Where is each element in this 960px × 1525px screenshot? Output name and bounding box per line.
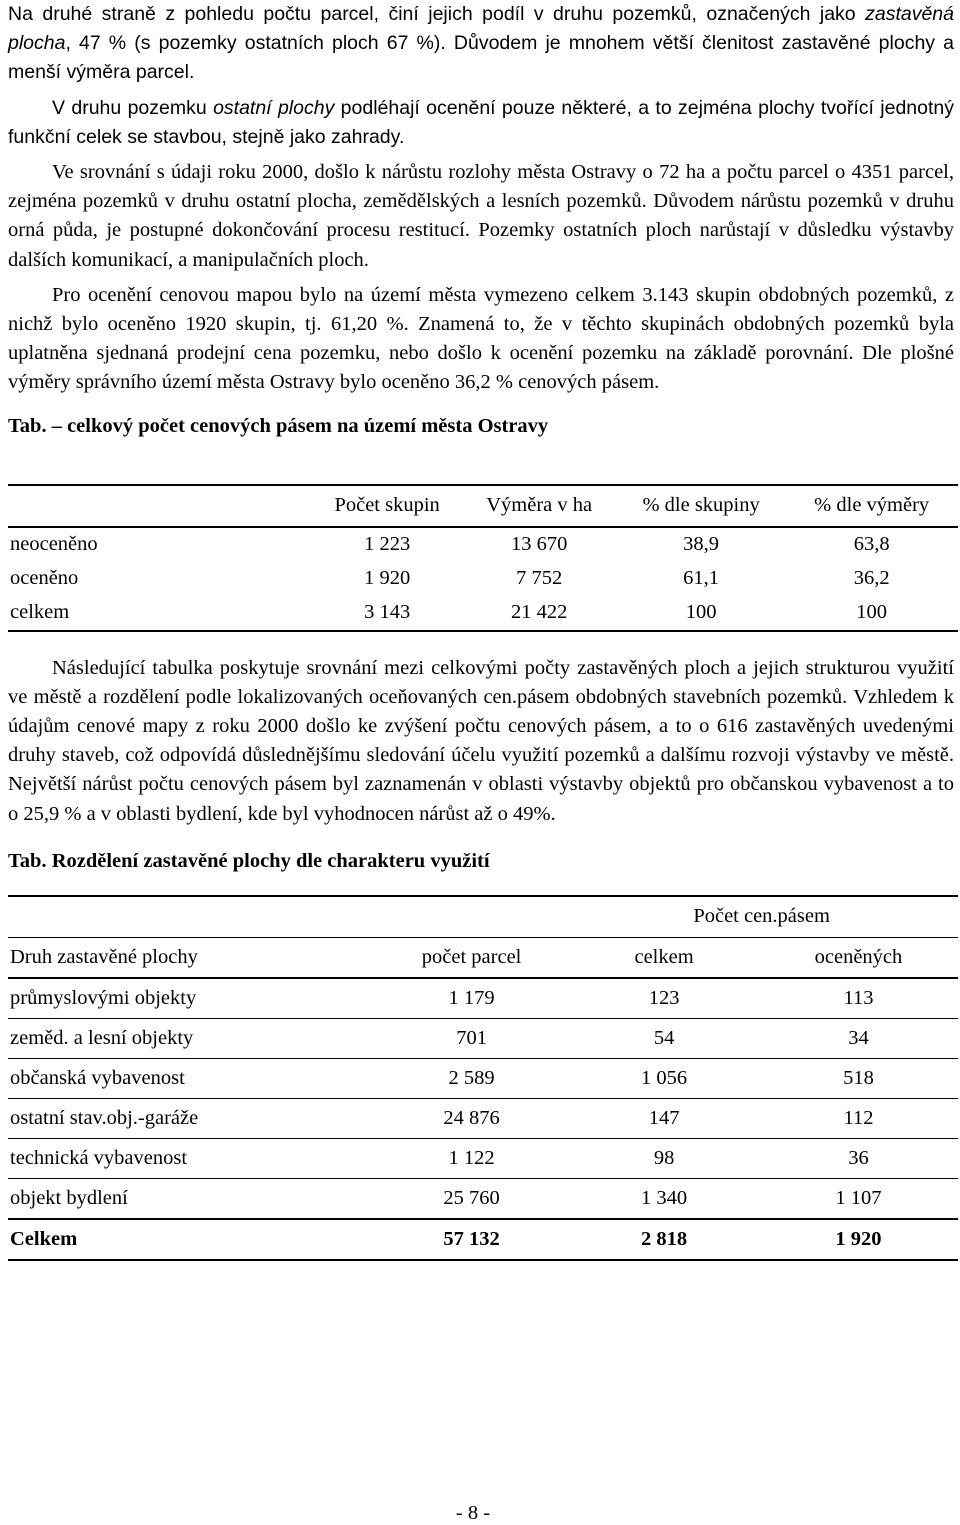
table2-total-cell: 2 818 bbox=[569, 1219, 763, 1260]
table-row bbox=[8, 1058, 958, 1098]
table1-header-cell bbox=[8, 485, 313, 527]
table1-header-row bbox=[8, 485, 958, 527]
table-row bbox=[8, 527, 958, 562]
table1-cell: 63,8 bbox=[853, 533, 890, 556]
table2-cell: 1 340 bbox=[641, 1186, 688, 1209]
table2-cell: 112 bbox=[763, 1098, 958, 1138]
table1-cell: 38,9 bbox=[683, 533, 720, 556]
table1-header-cell: Počet skupin bbox=[313, 485, 466, 527]
table2-cell: občanská vybavenost bbox=[8, 1058, 378, 1098]
table-row bbox=[8, 1138, 958, 1178]
table1-header-cell: % dle výměry bbox=[789, 485, 958, 527]
table2-header-row bbox=[8, 937, 958, 978]
table-row bbox=[8, 562, 958, 596]
table1-cell: 100 bbox=[617, 596, 790, 631]
table2-total-cell: 1 920 bbox=[763, 1219, 958, 1260]
table2-cell: zeměd. a lesní objekty bbox=[8, 1018, 378, 1058]
table2-header-cell: oceněných bbox=[763, 937, 958, 978]
paragraph-4: Pro ocenění cenovou mapou bylo na území města vymezeno celkem 3.143 skupin obdobných pozemků, z nichž bylo oceněno 1920 skupin, tj. 61,20 %. Znamená to, že v těchto skupinách obdobných pozemků byla uplatněna sjednaná prodejní cena pozemku, nebo došlo k ocenění pozemku na základě porovnání. Dle plošné výměry správního území města Ostravy bylo oceněno 36,2 % cenových pásem. bbox=[8, 283, 954, 394]
table2-cell: 1 122 bbox=[378, 1138, 569, 1178]
document-page bbox=[8, 0, 954, 1261]
table2-total-cell: 57 132 bbox=[378, 1219, 569, 1260]
table-row bbox=[8, 1018, 958, 1058]
table2-cell: technická vybavenost bbox=[8, 1138, 378, 1178]
table2-total-cell: Celkem bbox=[8, 1219, 378, 1260]
table2-header-cell: celkem bbox=[569, 937, 763, 978]
table2-cell: 2 589 bbox=[378, 1058, 569, 1098]
emphasis-ostatni-plochy: ostatní plochy bbox=[213, 96, 335, 119]
table1-cell: celkem bbox=[8, 596, 313, 631]
paragraph-3: Ve srovnání s údaji roku 2000, došlo k nárůstu rozlohy města Ostravy o 72 ha a počtu parcel o 4351 parcel, zejména pozemků v druhu ostatní plocha, zemědělských a lesních pozemků. Důvodem nárůstu pozemků v druhu orná půda, je postupné dokončování procesu restitucí. Pozemky ostatních ploch narůstají v důsledku výstavby dalších komunikací, a manipulačních ploch. bbox=[8, 161, 954, 271]
table2-cell: 25 760 bbox=[443, 1186, 500, 1209]
table1-cell: 3 143 bbox=[313, 596, 466, 631]
table1-cell: 1 223 bbox=[364, 533, 411, 556]
table1-cell: 36,2 bbox=[853, 567, 890, 590]
table1-cell: 61,1 bbox=[683, 567, 720, 590]
table-row bbox=[8, 1178, 958, 1219]
table2-cell: 98 bbox=[569, 1138, 763, 1178]
table2-cell: 113 bbox=[763, 978, 958, 1019]
table-cenova-pasma bbox=[8, 484, 958, 632]
table2-header-cell: Druh zastavěné plochy bbox=[8, 937, 378, 978]
table2-cell: 1 179 bbox=[378, 978, 569, 1019]
table2-cell: 54 bbox=[569, 1018, 763, 1058]
table2-caption: Tab. Rozdělení zastavěné plochy dle charakteru využití bbox=[8, 849, 490, 872]
table1-cell: 13 670 bbox=[511, 533, 568, 556]
emphasis-zastavena-plocha: zastavěná plocha bbox=[8, 3, 954, 55]
table2-group-header: Počet cen.pásem bbox=[569, 896, 958, 938]
table2-total-row bbox=[8, 1219, 958, 1260]
table2-cell: 24 876 bbox=[378, 1098, 569, 1138]
table2-group-header-row bbox=[8, 896, 958, 938]
table-row bbox=[8, 978, 958, 1019]
table1-cell: 100 bbox=[789, 596, 958, 631]
table1-cell: neoceněno bbox=[10, 533, 98, 556]
table1-cell: 7 752 bbox=[516, 567, 563, 590]
table1-cell: 1 920 bbox=[364, 567, 411, 590]
table1-header-cell: % dle skupiny bbox=[617, 485, 790, 527]
paragraph-2: V druhu pozemku ostatní plochy podléhají ocenění pouze některé, a to zejména plochy tvořící jednotný funkční celek se stavbou, stejně jako zahrady. bbox=[8, 96, 954, 148]
paragraph-5: Následující tabulka poskytuje srovnání mezi celkovými počty zastavěných ploch a jejich strukturou využití ve městě a rozdělení podle lokalizovaných oceňovaných cen.pásem obdobných stavebních pozemků. Vzhledem k údajům cenové mapy z roku 2000 došlo ke zvýšení počtu cenových pásem, a to o 616 zastavěných uvedenými druhy staveb, což odpovídá důslednějšímu sledování účelu využití pozemků a dalšímu rozvoji výstavby ve městě. Největší nárůst počtu cenových pásem byl zaznamenán v oblasti výstavby objektů pro občanskou vybavenost a to o 25,9 % a v oblasti bydlení, kde byl vyhodnocen nárůst až o 49%. bbox=[8, 656, 954, 825]
table1-header-cell: Výměra v ha bbox=[466, 485, 617, 527]
table2-header-cell: počet parcel bbox=[378, 937, 569, 978]
table2-cell: průmyslovými objekty bbox=[8, 978, 378, 1019]
paragraph-1: Na druhé straně z pohledu počtu parcel, činí jejich podíl v druhu pozemků, označených jako zastavěná plocha, 47 % (s pozemky ostatních ploch 67 %). Důvodem je mnohem větší členitost zastavěné plochy a menší výměra parcel. bbox=[8, 3, 954, 84]
table1-cell: oceněno bbox=[10, 567, 79, 590]
table2-cell: 34 bbox=[763, 1018, 958, 1058]
table2-cell: 123 bbox=[569, 978, 763, 1019]
table-row bbox=[8, 1098, 958, 1138]
table2-cell: 147 bbox=[569, 1098, 763, 1138]
table2-cell: 1 107 bbox=[835, 1186, 882, 1209]
table-row bbox=[8, 596, 958, 631]
table2-cell: ostatní stav.obj.-garáže bbox=[8, 1098, 378, 1138]
table1-cell: 21 422 bbox=[466, 596, 617, 631]
table2-cell: 701 bbox=[378, 1018, 569, 1058]
table2-cell: 36 bbox=[763, 1138, 958, 1178]
table1-caption: Tab. – celkový počet cenových pásem na území města Ostravy bbox=[8, 414, 549, 437]
table-zastavena-plocha bbox=[8, 895, 958, 1261]
table2-cell: 518 bbox=[763, 1058, 958, 1098]
table2-cell: objekt bydlení bbox=[10, 1186, 128, 1209]
table2-cell: 1 056 bbox=[569, 1058, 763, 1098]
page-number: - 8 - bbox=[455, 1502, 491, 1524]
